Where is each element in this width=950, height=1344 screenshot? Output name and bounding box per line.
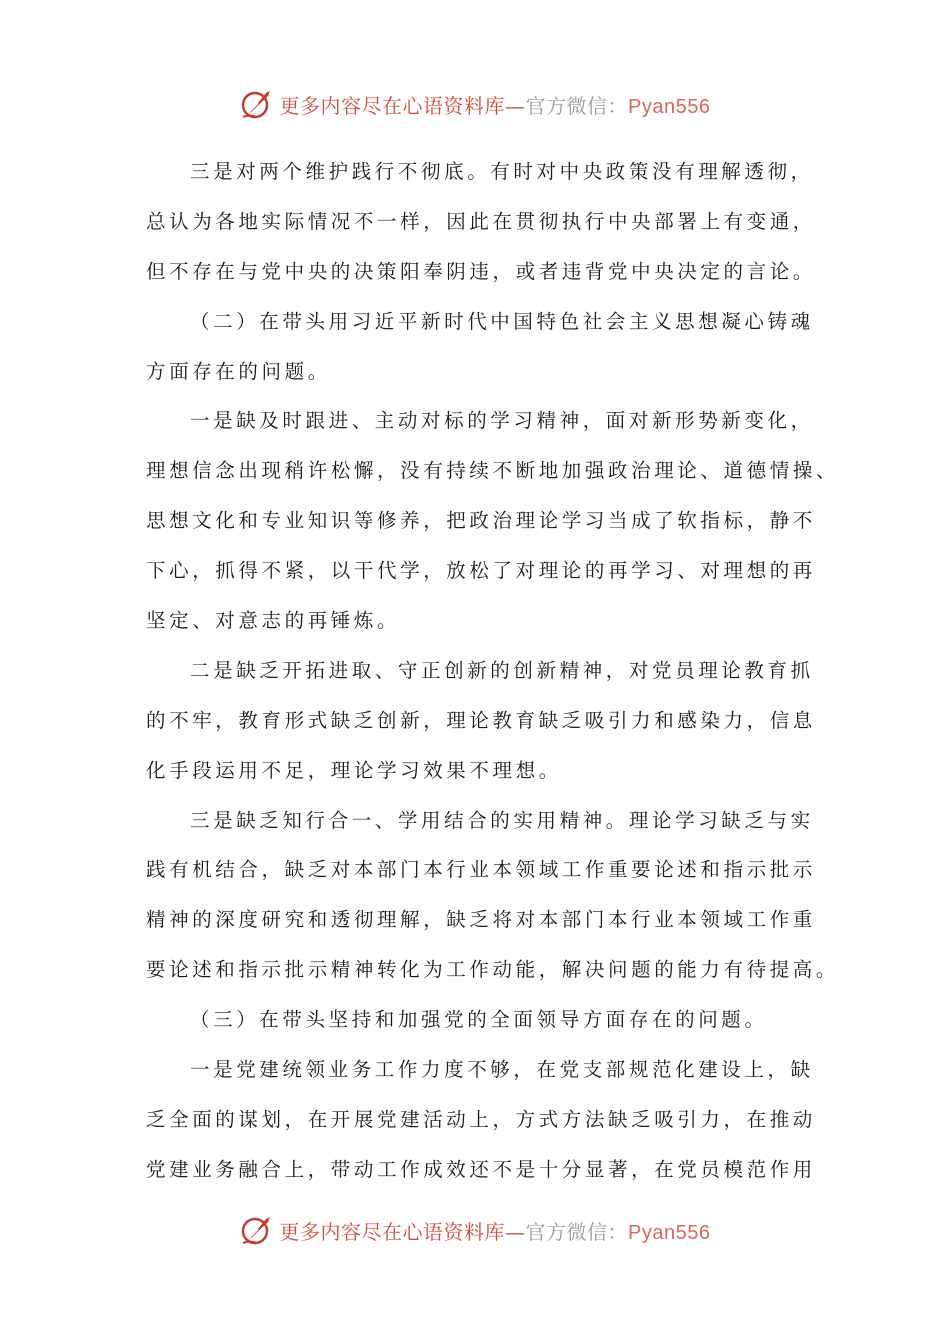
watermark-wechat-label: 官方微信： [525, 93, 629, 118]
text-line: （三）在带头坚持和加强党的全面领导方面存在的问题。 [190, 1008, 768, 1032]
text-line: 三是对两个维护践行不彻底。有时对中央政策没有理解透彻， [190, 160, 814, 183]
text-line: 一是党建统领业务工作力度不够，在党支部规范化建设上，缺 [190, 1058, 814, 1082]
watermark-dash: — [505, 93, 526, 118]
text-line: 党建业务融合上，带动工作成效还不是十分显著，在党员模范作用 [146, 1157, 816, 1181]
text-line: 化手段运用不足，理论学习效果不理想。 [146, 758, 562, 782]
text-line: （二）在带头用习近平新时代中国特色社会主义思想凝心铸魂 [190, 309, 814, 333]
quill-logo-icon [240, 87, 274, 121]
text-line: 的不牢，教育形式缺乏创新，理论教育缺乏吸引力和感染力，信息 [146, 708, 816, 732]
text-line: 总认为各地实际情况不一样，因此在贯彻执行中央部署上有变通， [146, 209, 816, 233]
watermark-wechat-label: 官方微信： [525, 1219, 629, 1244]
watermark-text [280, 1216, 711, 1245]
text-line: 思想文化和专业知识等修养，把政治理论学习当成了软指标，静不 [146, 509, 816, 533]
watermark-brand: 更多内容尽在心语资料库 [279, 1219, 506, 1244]
text-line: 下心，抓得不紧，以干代学，放松了对理论的再学习、对理想的再 [146, 559, 816, 583]
text-line: 理想信念出现稍许松懈，没有持续不断地加强政治理论、道德情操、 [146, 459, 840, 483]
watermark-footer [0, 1210, 950, 1250]
document-body [146, 147, 840, 1195]
quill-logo-icon [240, 1213, 274, 1247]
watermark-text [280, 90, 711, 119]
text-line: 一是缺及时跟进、主动对标的学习精神，面对新形势新变化， [190, 409, 814, 433]
text-line: 二是缺乏开拓进取、守正创新的创新精神，对党员理论教育抓 [190, 658, 814, 682]
text-line: 但不存在与党中央的决策阳奉阴违，或者违背党中央决定的言论。 [146, 259, 816, 283]
text-line: 要论述和指示批示精神转化为工作动能，解决问题的能力有待提高。 [146, 958, 840, 982]
text-line: 方面存在的问题。 [146, 359, 331, 383]
text-line: 坚定、对意志的再锤炼。 [146, 609, 401, 633]
text-line: 精神的深度研究和透彻理解，缺乏将对本部门本行业本领域工作重 [146, 908, 816, 932]
text-line: 乏全面的谋划，在开展党建活动上，方式方法缺乏吸引力，在推动 [146, 1107, 816, 1131]
text-line: 三是缺乏知行合一、学用结合的实用精神。理论学习缺乏与实 [190, 808, 814, 832]
watermark-header [0, 84, 950, 124]
watermark-account: Pyan556 [628, 1221, 711, 1244]
text-line: 践有机结合，缺乏对本部门本行业本领域工作重要论述和指示批示 [146, 858, 816, 882]
watermark-brand: 更多内容尽在心语资料库 [279, 93, 506, 118]
watermark-account: Pyan556 [628, 95, 711, 118]
watermark-dash: — [505, 1219, 526, 1244]
